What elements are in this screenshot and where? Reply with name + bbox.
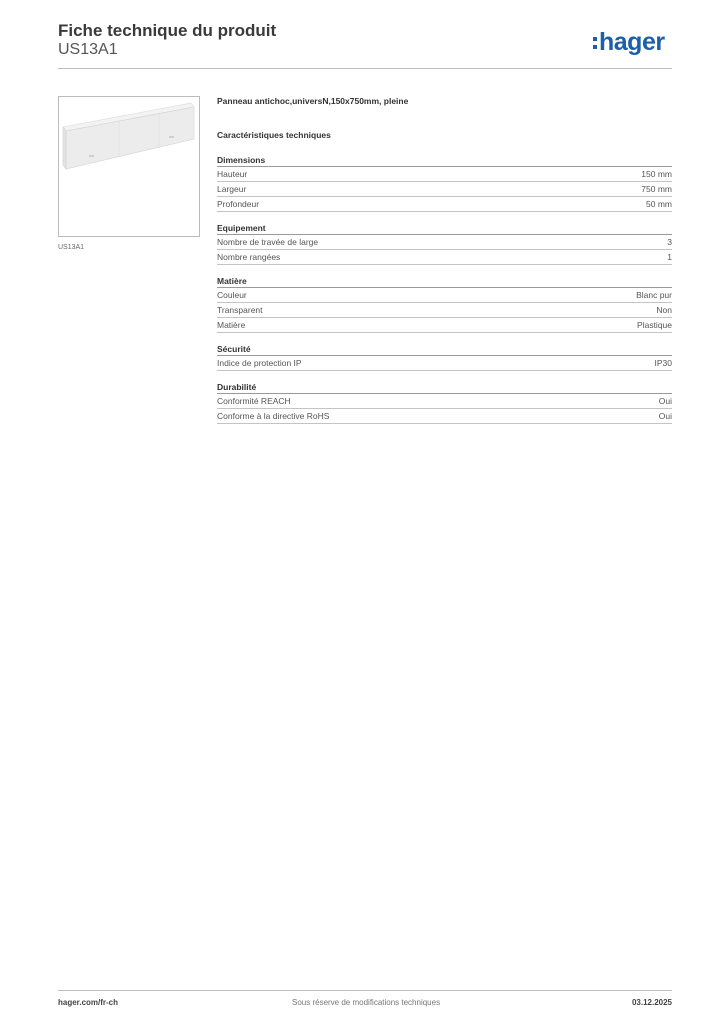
spec-row bbox=[217, 235, 672, 250]
spec-row bbox=[217, 356, 672, 371]
spec-label: Largeur bbox=[217, 184, 247, 194]
section-title: Equipement bbox=[217, 222, 672, 235]
page-title: Fiche technique du produit bbox=[58, 21, 277, 40]
spec-label: Conforme à la directive RoHS bbox=[217, 411, 330, 421]
spec-value: Oui bbox=[658, 396, 672, 406]
section-equipement bbox=[217, 222, 672, 265]
spec-row bbox=[217, 409, 672, 424]
section-title: Durabilité bbox=[217, 381, 672, 394]
tech-characteristics-title: Caractéristiques techniques bbox=[217, 130, 331, 140]
product-description: Panneau antichoc,universN,150x750mm, pleine bbox=[217, 96, 409, 106]
logo-colon-icon bbox=[593, 31, 598, 51]
spec-row bbox=[217, 318, 672, 333]
spec-value: 1 bbox=[667, 252, 672, 262]
section-matiere bbox=[217, 275, 672, 333]
logo-text: hager bbox=[599, 28, 665, 56]
spec-label: Couleur bbox=[217, 290, 247, 300]
spec-value: 150 mm bbox=[641, 169, 672, 179]
header-divider bbox=[58, 68, 672, 69]
spec-label: Conformité REACH bbox=[217, 396, 291, 406]
spec-label: Matière bbox=[217, 320, 246, 330]
product-code: US13A1 bbox=[58, 41, 118, 58]
section-dimensions bbox=[217, 154, 672, 212]
section-title: Dimensions bbox=[217, 154, 672, 167]
specifications bbox=[217, 96, 672, 434]
spec-value: Blanc pur bbox=[636, 290, 672, 300]
spec-value: 3 bbox=[667, 237, 672, 247]
spec-row bbox=[217, 167, 672, 182]
spec-value: Oui bbox=[658, 411, 672, 421]
image-caption: US13A1 bbox=[58, 244, 85, 251]
section-securite bbox=[217, 343, 672, 371]
spec-row bbox=[217, 197, 672, 212]
footer-disclaimer: Sous réserve de modifications techniques bbox=[292, 998, 441, 1007]
footer-date: 03.12.2025 bbox=[631, 998, 672, 1007]
spec-label: Profondeur bbox=[217, 199, 260, 209]
section-title: Sécurité bbox=[217, 343, 672, 356]
spec-label: Transparent bbox=[217, 305, 263, 315]
spec-row bbox=[217, 250, 672, 265]
hager-logo bbox=[593, 28, 665, 57]
spec-value: IP30 bbox=[654, 358, 672, 368]
spec-label: Nombre de travée de large bbox=[217, 237, 319, 247]
footer-website[interactable]: hager.com/fr-ch bbox=[58, 998, 119, 1007]
spec-value: 750 mm bbox=[641, 184, 672, 194]
product-image bbox=[58, 96, 200, 237]
spec-label: Indice de protection IP bbox=[217, 358, 302, 368]
spec-row bbox=[217, 303, 672, 318]
panel-illustration-icon bbox=[59, 97, 199, 236]
footer-divider bbox=[58, 990, 672, 991]
spec-row bbox=[217, 288, 672, 303]
section-durabilite bbox=[217, 381, 672, 424]
spec-value: Plastique bbox=[637, 320, 672, 330]
spec-value: Non bbox=[656, 305, 672, 315]
spec-row bbox=[217, 394, 672, 409]
spec-row bbox=[217, 182, 672, 197]
section-title: Matière bbox=[217, 275, 672, 288]
spec-label: Hauteur bbox=[217, 169, 248, 179]
spec-label: Nombre rangées bbox=[217, 252, 281, 262]
spec-value: 50 mm bbox=[646, 199, 672, 209]
